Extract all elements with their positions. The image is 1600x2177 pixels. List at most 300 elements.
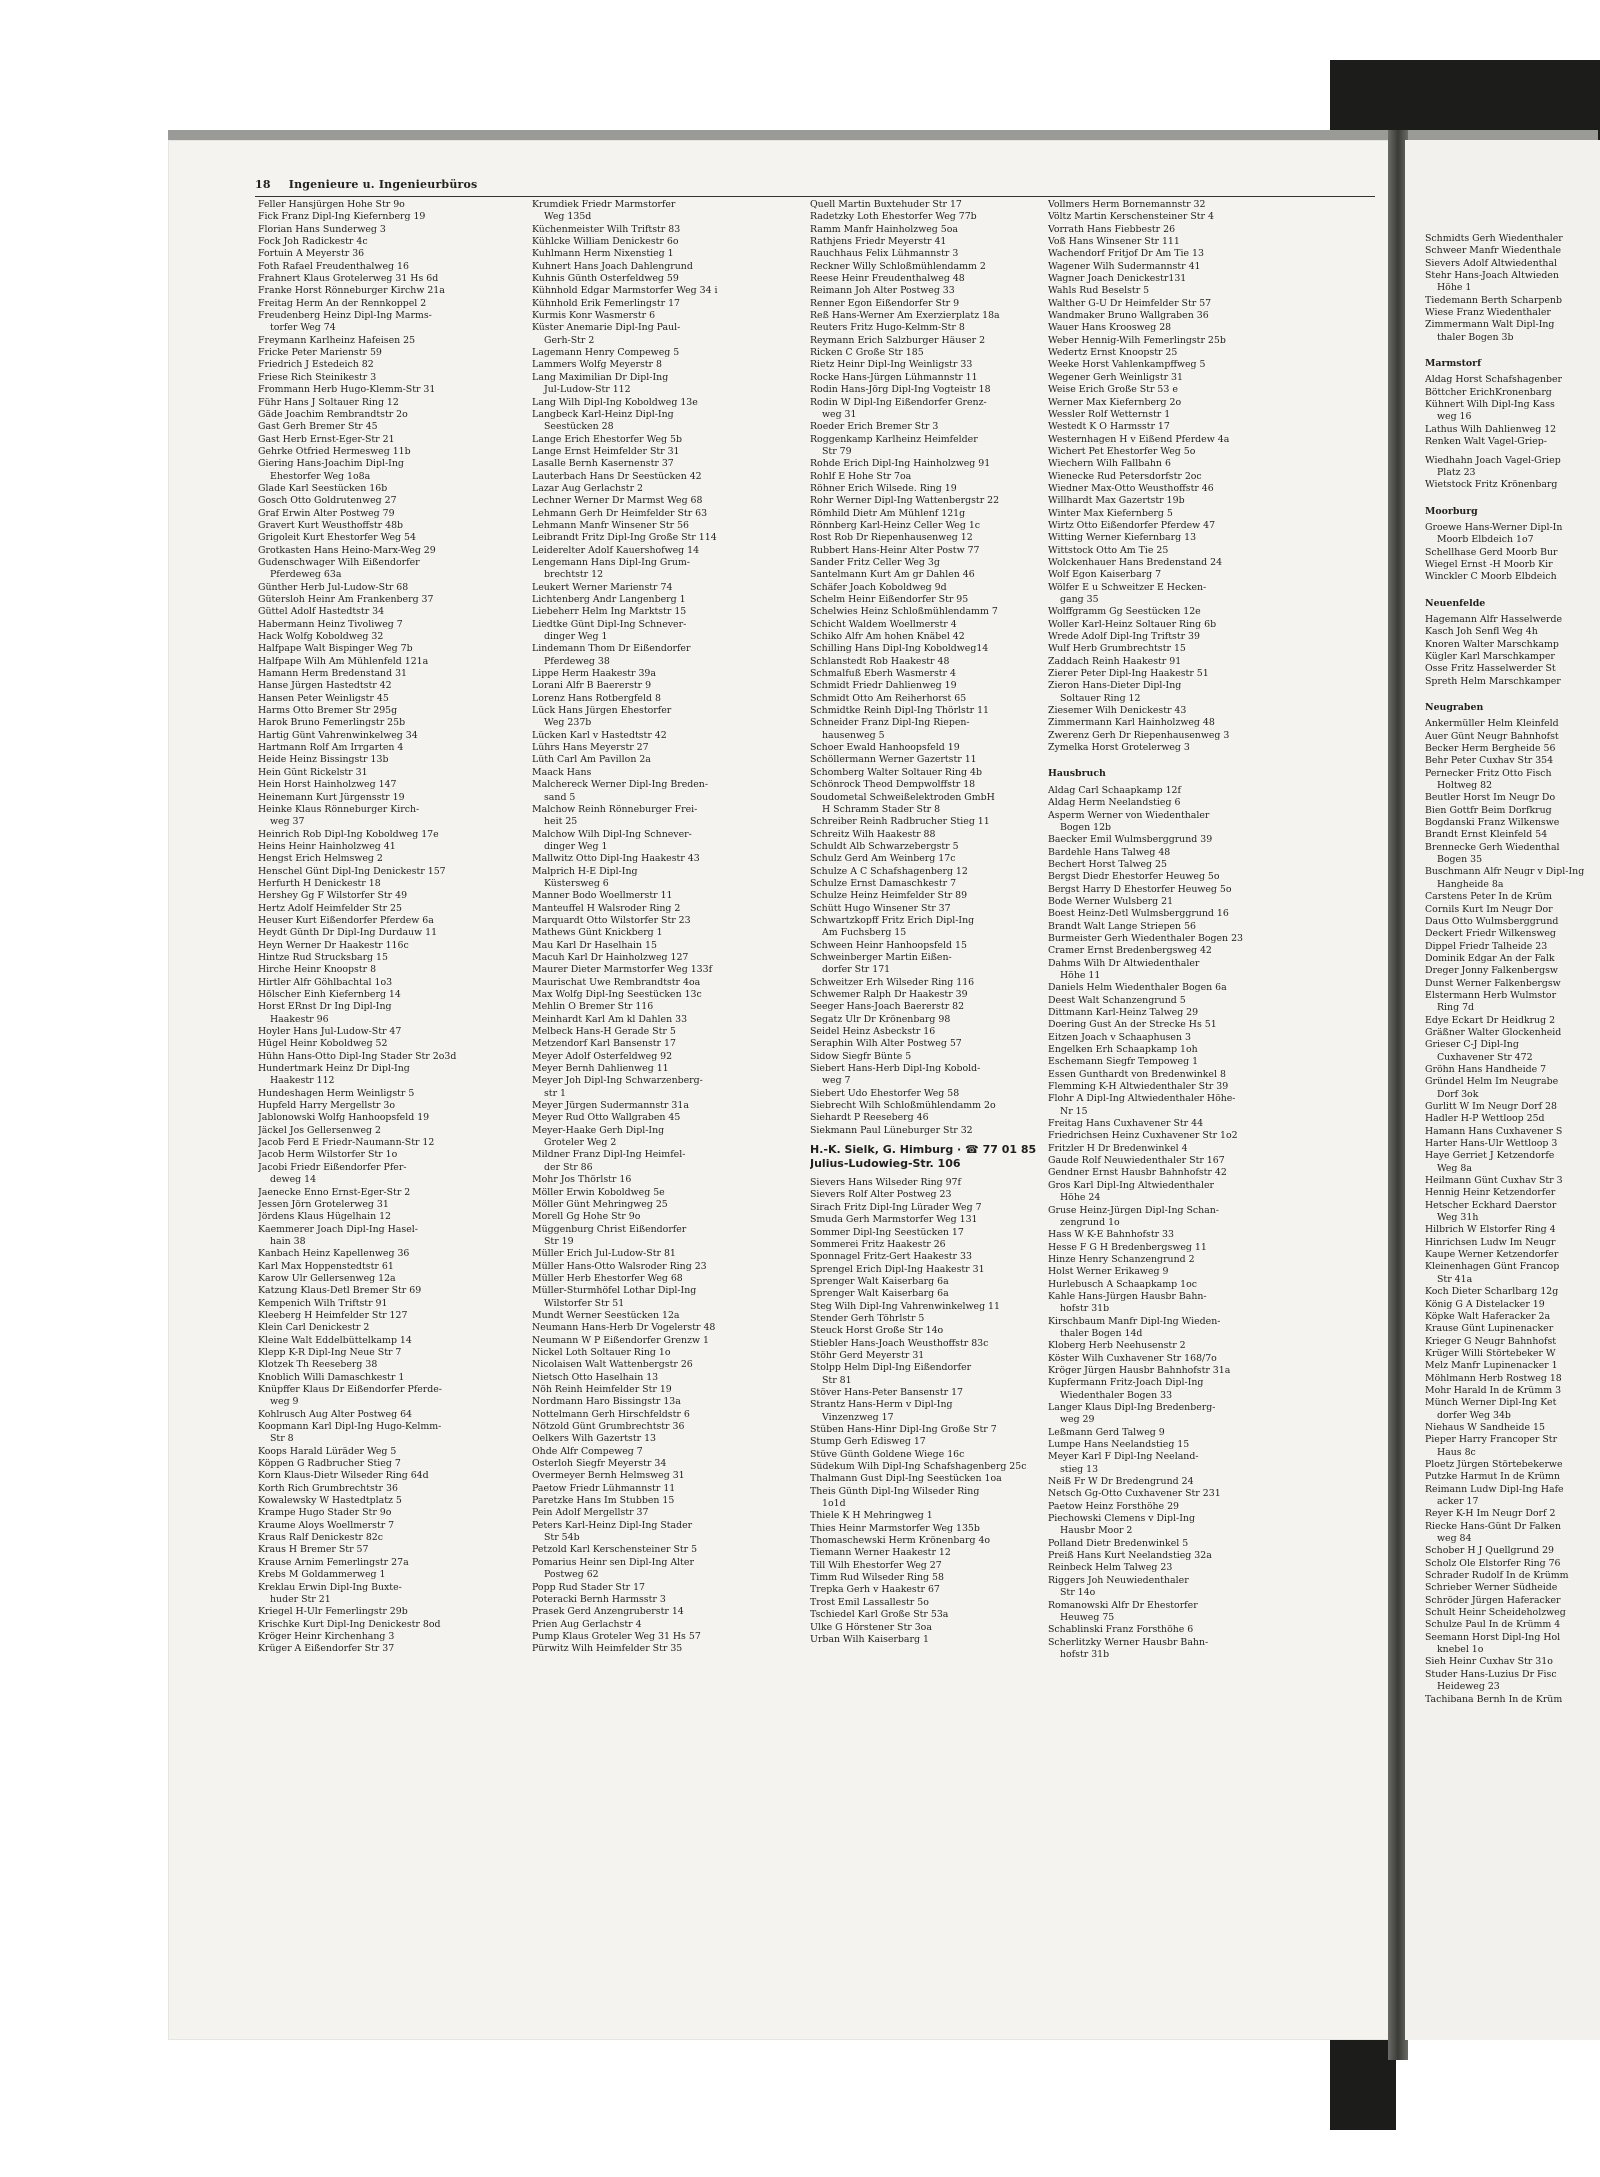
directory-entry: Freudenberg Heinz Dipl-Ing Marms- bbox=[258, 310, 432, 322]
directory-entry: Sprenger Walt Kaiserbarg 6a bbox=[810, 1275, 949, 1287]
directory-entry: Küchenmeister Wilh Triftstr 83 bbox=[532, 223, 681, 235]
directory-entry: Wolf Egon Kaiserbarg 7 bbox=[1048, 569, 1162, 581]
directory-entry: Karow Ulr Gellersenweg 12a bbox=[258, 1272, 396, 1284]
directory-entry: Lüth Carl Am Pavillon 2a bbox=[532, 754, 651, 766]
directory-entry: Stender Gerh Töhrlstr 5 bbox=[810, 1312, 925, 1324]
directory-entry: Wessler Rolf Wetternstr 1 bbox=[1048, 408, 1171, 420]
directory-entry: Aldag Herm Neelandstieg 6 bbox=[1048, 797, 1181, 809]
directory-entry: Weber Hennig-Wilh Femerlingstr 25b bbox=[1048, 334, 1226, 346]
directory-entry: Schulze Paul In de Krümm 4 bbox=[1425, 1619, 1561, 1631]
directory-entry: Koch Dieter Scharlbarg 12g bbox=[1425, 1286, 1559, 1298]
directory-entry: Führ Hans J Soltauer Ring 12 bbox=[258, 396, 399, 408]
directory-entry: Gosch Otto Goldrutenweg 27 bbox=[258, 495, 397, 507]
directory-entry: Seemann Horst Dipl-Ing Hol bbox=[1425, 1631, 1561, 1643]
entry-continuation: Ring 7d bbox=[1437, 1002, 1475, 1014]
directory-entry: Kanbach Heinz Kapellenweg 36 bbox=[258, 1248, 410, 1260]
directory-entry: Bechert Horst Talweg 25 bbox=[1048, 858, 1167, 870]
spacer bbox=[1425, 344, 1600, 350]
entry-continuation: deweg 14 bbox=[270, 1174, 317, 1186]
directory-entry: Müggenburg Christ Eißendorfer bbox=[532, 1223, 687, 1235]
directory-entry: Weeke Horst Vahlenkampffweg 5 bbox=[1048, 359, 1206, 371]
directory-entry: Freymann Karlheinz Hafeisen 25 bbox=[258, 334, 416, 346]
district-heading: Neugraben bbox=[1425, 702, 1484, 713]
directory-entry: Krause Günt Lupinenacker bbox=[1425, 1323, 1554, 1335]
directory-column-2 bbox=[532, 199, 794, 1656]
directory-entry: Renner Egon Eißendorfer Str 9 bbox=[810, 297, 960, 309]
directory-entry: Hinrichsen Ludw Im Neugr bbox=[1425, 1236, 1556, 1248]
directory-entry: Gros Karl Dipl-Ing Altwiedenthaler bbox=[1048, 1179, 1214, 1191]
directory-entry: Freitag Hans Cuxhavener Str 44 bbox=[1048, 1118, 1204, 1130]
directory-entry: Hack Wolfg Koboldweg 32 bbox=[258, 631, 384, 643]
directory-entry: Siekmann Paul Lüneburger Str 32 bbox=[810, 1124, 973, 1136]
directory-entry: Fortuin A Meyerstr 36 bbox=[258, 248, 365, 260]
entry-continuation: Str 41a bbox=[1437, 1273, 1473, 1285]
directory-entry: Krüger A Eißendorfer Str 37 bbox=[258, 1643, 395, 1655]
entry-continuation: Jul-Ludow-Str 112 bbox=[544, 384, 631, 396]
directory-entry: Kühnhold Erik Femerlingstr 17 bbox=[532, 297, 681, 309]
entry-continuation: Pferdeweg 38 bbox=[544, 655, 610, 667]
directory-entry: Kurmis Konr Wasmerstr 6 bbox=[532, 310, 656, 322]
directory-entry: Vollmers Herm Bornemannstr 32 bbox=[1048, 199, 1206, 210]
directory-entry: Rohlf E Hohe Str 7oa bbox=[810, 470, 912, 482]
entry-continuation: Gerh-Str 2 bbox=[544, 334, 595, 346]
directory-entry: Hinze Henry Schanzengrund 2 bbox=[1048, 1253, 1195, 1265]
directory-entry: Hirche Heinr Knoopstr 8 bbox=[258, 964, 377, 976]
directory-entry: Gäde Joachim Rembrandtstr 2o bbox=[258, 408, 408, 420]
directory-entry: Krieger G Neugr Bahnhofst bbox=[1425, 1335, 1557, 1347]
directory-entry: Klein Carl Denickestr 2 bbox=[258, 1322, 370, 1334]
directory-entry: Liedtke Günt Dipl-Ing Schnever- bbox=[532, 618, 687, 630]
directory-entry: Melz Manfr Lupinenacker 1 bbox=[1425, 1360, 1558, 1372]
directory-entry: Nietsch Otto Haselhain 13 bbox=[532, 1371, 659, 1383]
directory-entry: Reymann Erich Salzburger Häuser 2 bbox=[810, 334, 986, 346]
directory-entry: Gudenschwager Wilh Eißendorfer bbox=[258, 556, 420, 568]
directory-entry: Neumann Hans-Herb Dr Vogelerstr 48 bbox=[532, 1322, 716, 1334]
directory-entry: Rathjens Friedr Meyerstr 41 bbox=[810, 236, 947, 248]
directory-entry: Schelwies Heinz Schloßmühlendamm 7 bbox=[810, 606, 998, 618]
directory-entry: Haye Gerriet J Ketzendorfe bbox=[1425, 1150, 1555, 1162]
directory-entry: Wiedner Max-Otto Weusthoffstr 46 bbox=[1048, 482, 1214, 494]
entry-continuation: Haakestr 96 bbox=[270, 1013, 329, 1025]
directory-entry: Wiese Franz Wiedenthaler bbox=[1425, 307, 1551, 319]
directory-entry: Meinhardt Karl Am kl Dahlen 33 bbox=[532, 1013, 688, 1025]
directory-entry: Heinke Klaus Rönneburger Kirch- bbox=[258, 803, 420, 815]
directory-entry: Brandt Walt Lange Striepen 56 bbox=[1048, 920, 1196, 932]
directory-entry: Piechowski Clemens v Dipl-Ing bbox=[1048, 1513, 1195, 1525]
directory-entry: Max Wolfg Dipl-Ing Seestücken 13c bbox=[532, 989, 702, 1000]
directory-entry: Harok Bruno Femerlingstr 25b bbox=[258, 717, 406, 729]
entry-continuation: Holtweg 82 bbox=[1437, 780, 1493, 792]
directory-entry: Heuser Kurt Eißendorfer Pferdew 6a bbox=[258, 914, 434, 926]
directory-entry: Willhardt Max Gazertstr 19b bbox=[1048, 495, 1185, 507]
directory-entry: Ramm Manfr Hainholzweg 5oa bbox=[810, 223, 958, 235]
entry-continuation: zengrund 1o bbox=[1060, 1216, 1120, 1228]
directory-entry: Nöh Reinh Heimfelder Str 19 bbox=[532, 1384, 672, 1395]
directory-entry: Osse Fritz Hasselwerder St bbox=[1425, 663, 1556, 675]
directory-entry: Preiß Hans Kurt Neelandstieg 32a bbox=[1048, 1550, 1212, 1562]
directory-entry: Neumann W P Eißendorfer Grenzw 1 bbox=[532, 1334, 709, 1346]
directory-entry: Beutler Horst Im Neugr Do bbox=[1425, 792, 1556, 804]
directory-entry: Horst ERnst Dr Ing Dipl-Ing bbox=[258, 1001, 392, 1013]
directory-entry: Kempenich Wilh Triftstr 91 bbox=[258, 1297, 388, 1309]
entry-continuation: Heuweg 75 bbox=[1060, 1611, 1115, 1623]
directory-entry: Halfpape Walt Bispinger Weg 7b bbox=[258, 643, 413, 655]
directory-entry: Schreiber Reinh Radbrucher Stieg 11 bbox=[810, 816, 990, 828]
directory-entry: Baecker Emil Wulmsberggrund 39 bbox=[1048, 834, 1213, 846]
directory-entry: Sirach Fritz Dipl-Ing Lürader Weg 7 bbox=[810, 1201, 982, 1213]
directory-entry: Wirtz Otto Eißendorfer Pferdew 47 bbox=[1048, 519, 1216, 531]
directory-entry: Sommerei Fritz Haakestr 26 bbox=[810, 1238, 946, 1250]
directory-entry: Groewe Hans-Werner Dipl-In bbox=[1425, 521, 1563, 533]
directory-entry: Kuhnert Hans Joach Dahlengrund bbox=[532, 260, 693, 272]
directory-entry: Stüve Günth Goldene Wiege 16c bbox=[810, 1448, 965, 1460]
directory-entry: Nottelmann Gerh Hirschfeldstr 6 bbox=[532, 1408, 690, 1420]
directory-entry: Tachibana Bernh In de Krüm bbox=[1425, 1693, 1563, 1705]
directory-entry: Tschiedel Karl Große Str 53a bbox=[810, 1609, 949, 1621]
directory-entry: Deckert Friedr Wilkensweg bbox=[1425, 928, 1556, 940]
entry-continuation: brechtstr 12 bbox=[544, 569, 604, 581]
directory-entry: Daus Otto Wulmsberggrund bbox=[1425, 915, 1559, 927]
directory-entry: Behr Peter Cuxhav Str 354 bbox=[1425, 755, 1554, 767]
entry-continuation: Str 81 bbox=[822, 1374, 852, 1386]
directory-entry: Buschmann Alfr Neugr v Dipl-Ing bbox=[1425, 866, 1585, 878]
directory-entry: Tiedemann Berth Scharpenb bbox=[1425, 294, 1562, 306]
directory-entry: Knoblich Willi Damaschkestr 1 bbox=[258, 1371, 405, 1383]
directory-entry: Reinbeck Helm Talweg 23 bbox=[1048, 1562, 1173, 1574]
directory-entry: Rubbert Hans-Heinr Alter Postw 77 bbox=[810, 544, 980, 556]
entry-continuation: hofstr 31b bbox=[1060, 1303, 1110, 1315]
directory-entry: Hundeshagen Herm Weinligstr 5 bbox=[258, 1087, 415, 1099]
directory-entry: Maurer Dieter Marmstorfer Weg 133f bbox=[532, 964, 713, 976]
directory-entry: Grigoleit Kurt Ehestorfer Weg 54 bbox=[258, 532, 416, 544]
directory-entry: Scherlitzky Werner Hausbr Bahn- bbox=[1048, 1636, 1209, 1648]
directory-entry: Kröger Heinr Kirchenhang 3 bbox=[258, 1630, 395, 1642]
directory-entry: Spreth Helm Marschkamper bbox=[1425, 675, 1561, 687]
directory-entry: Siebert Udo Ehestorfer Weg 58 bbox=[810, 1087, 960, 1099]
directory-entry: Müller Erich Jul-Ludow-Str 81 bbox=[532, 1248, 676, 1260]
directory-entry: Hupfeld Harry Mergellstr 3o bbox=[258, 1100, 396, 1112]
directory-entry: Rönnberg Karl-Heinz Celler Weg 1c bbox=[810, 519, 981, 531]
directory-entry: Kraume Aloys Woellmerstr 7 bbox=[258, 1519, 395, 1531]
directory-entry: Hass W K-E Bahnhofstr 33 bbox=[1048, 1229, 1174, 1241]
directory-entry: Schellhase Gerd Moorb Bur bbox=[1425, 546, 1558, 558]
directory-entry: Dahms Wilh Dr Altwiedenthaler bbox=[1048, 957, 1200, 969]
directory-entry: Paretzke Hans Im Stubben 15 bbox=[532, 1495, 675, 1507]
directory-entry: Glade Karl Seestücken 16b bbox=[258, 482, 388, 494]
directory-entry: Sievers Adolf Altwiedenthal bbox=[1425, 257, 1558, 269]
directory-entry: Hundertmark Heinz Dr Dipl-Ing bbox=[258, 1063, 410, 1075]
entry-continuation: weg 7 bbox=[822, 1075, 851, 1087]
directory-entry: Auer Günt Neugr Bahnhofst bbox=[1425, 730, 1559, 742]
directory-entry: Thies Heinr Marmstorfer Weg 135b bbox=[810, 1522, 980, 1534]
directory-entry: Popp Rud Stader Str 17 bbox=[532, 1581, 646, 1593]
directory-entry: Schweer Manfr Wiedenthale bbox=[1425, 245, 1561, 257]
directory-entry: Korn Klaus-Dietr Wilseder Ring 64d bbox=[258, 1470, 429, 1482]
directory-entry: Heinemann Kurt Jürgensstr 19 bbox=[258, 791, 405, 803]
directory-entry: Bardehle Hans Talweg 48 bbox=[1048, 846, 1171, 858]
directory-entry: Malchow Reinh Rönneburger Frei- bbox=[532, 803, 698, 815]
entry-continuation: torfer Weg 74 bbox=[270, 322, 336, 334]
entry-continuation: weg 9 bbox=[270, 1396, 299, 1408]
entry-continuation: Str 79 bbox=[822, 445, 852, 457]
directory-entry: Kriegel H-Ulr Femerlingstr 29b bbox=[258, 1606, 408, 1618]
entry-continuation: Str 19 bbox=[544, 1235, 574, 1247]
directory-entry: Wolffgramm Gg Seestücken 12e bbox=[1048, 606, 1201, 618]
entry-continuation: Groteler Weg 2 bbox=[544, 1137, 617, 1149]
directory-entry: Wiegel Ernst -H Moorb Kir bbox=[1425, 558, 1553, 570]
directory-entry: Seraphin Wilh Alter Postweg 57 bbox=[810, 1038, 962, 1050]
directory-entry: Carstens Peter In de Krüm bbox=[1425, 891, 1553, 903]
directory-entry: Köpke Walt Haferacker 2a bbox=[1425, 1310, 1551, 1322]
directory-entry: Hertz Adolf Heimfelder Str 25 bbox=[258, 902, 402, 914]
directory-entry: Wietstock Fritz Krönenbarg bbox=[1425, 479, 1558, 491]
directory-entry: Siebert Hans-Herb Dipl-Ing Kobold- bbox=[810, 1063, 981, 1075]
directory-entry: Gendner Ernst Hausbr Bahnhofstr 42 bbox=[1048, 1167, 1227, 1179]
directory-entry: Edye Eckart Dr Heidkrug 2 bbox=[1425, 1014, 1556, 1026]
advert-line: Julius-Ludowieg-Str. 106 bbox=[810, 1157, 961, 1171]
entry-continuation: Höhe 11 bbox=[1060, 969, 1101, 981]
directory-entry: Sommer Dipl-Ing Seestücken 17 bbox=[810, 1226, 964, 1238]
directory-entry: Dreger Jonny Falkenbergsw bbox=[1425, 965, 1558, 977]
directory-entry: Heilmann Günt Cuxhav Str 3 bbox=[1425, 1175, 1563, 1187]
directory-entry: Gravert Kurt Weusthoffstr 48b bbox=[258, 519, 404, 531]
directory-entry: Riggers Joh Neuwiedenthaler bbox=[1048, 1574, 1189, 1586]
directory-entry: Jördens Klaus Hügelhain 12 bbox=[258, 1211, 392, 1223]
directory-entry: Lücken Karl v Hastedtstr 42 bbox=[532, 729, 667, 741]
entry-continuation: Bogen 12b bbox=[1060, 821, 1112, 833]
directory-entry: Florian Hans Sunderweg 3 bbox=[258, 223, 386, 235]
directory-entry: Wolckenhauer Hans Bredenstand 24 bbox=[1048, 556, 1223, 568]
directory-entry: Wiedhahn Joach Vagel-Griep bbox=[1425, 454, 1561, 466]
district-heading: Hausbruch bbox=[1048, 768, 1106, 780]
directory-entry: Kreklau Erwin Dipl-Ing Buxte- bbox=[258, 1581, 402, 1593]
directory-entry: Krischke Kurt Dipl-Ing Denickestr 8od bbox=[258, 1618, 441, 1630]
directory-entry: Mallwitz Otto Dipl-Ing Haakestr 43 bbox=[532, 853, 700, 865]
running-header bbox=[255, 178, 1375, 197]
entry-continuation: Dorf 3ok bbox=[1437, 1088, 1479, 1100]
directory-entry: Reckner Willy Schloßmühlendamm 2 bbox=[810, 260, 986, 272]
directory-entry: Gast Herb Ernst-Eger-Str 21 bbox=[258, 433, 395, 445]
directory-entry: Neiß Fr W Dr Bredengrund 24 bbox=[1048, 1476, 1194, 1488]
directory-entry: Langer Klaus Dipl-Ing Bredenberg- bbox=[1048, 1402, 1216, 1413]
directory-entry: Petzold Karl Kerschensteiner Str 5 bbox=[532, 1544, 698, 1556]
directory-entry: Eschemann Siegfr Tempoweg 1 bbox=[1048, 1056, 1199, 1068]
directory-entry: Jacob Ferd E Friedr-Naumann-Str 12 bbox=[258, 1137, 435, 1149]
entry-continuation: dinger Weg 1 bbox=[544, 840, 608, 852]
directory-entry: Ohde Alfr Compeweg 7 bbox=[532, 1445, 643, 1457]
directory-entry: Sievers Rolf Alter Postweg 23 bbox=[810, 1189, 952, 1201]
directory-entry: Pieper Harry Francoper Str bbox=[1425, 1434, 1558, 1446]
directory-entry: Winckler C Moorb Elbdeich bbox=[1425, 571, 1557, 583]
directory-entry: Lang Maximilian Dr Dipl-Ing bbox=[532, 371, 669, 383]
directory-entry: Wiechern Wilh Fallbahn 6 bbox=[1048, 458, 1171, 470]
directory-entry: Theis Günth Dipl-Ing Wilseder Ring bbox=[810, 1485, 980, 1497]
directory-entry: Boest Heinz-Detl Wulmsberggrund 16 bbox=[1048, 908, 1229, 920]
directory-entry: Thomaschewski Herm Krönenbarg 4o bbox=[810, 1535, 991, 1547]
entry-continuation: weg 29 bbox=[1060, 1414, 1095, 1426]
directory-entry: Schmidts Gerh Wiedenthaler bbox=[1425, 233, 1563, 244]
entry-continuation: Str 8 bbox=[270, 1433, 294, 1445]
directory-entry: Wahls Rud Beselstr 5 bbox=[1048, 285, 1150, 297]
directory-entry: Schöllermann Werner Gazertstr 11 bbox=[810, 754, 977, 766]
directory-entry: Hesse F G H Bredenbergsweg 11 bbox=[1048, 1241, 1207, 1253]
directory-entry: Manner Bodo Woellmerstr 11 bbox=[532, 890, 673, 902]
directory-entry: Foth Rafael Freudenthalweg 16 bbox=[258, 260, 409, 272]
entry-continuation: huder Str 21 bbox=[270, 1593, 331, 1605]
directory-entry: Hein Horst Hainholzweg 147 bbox=[258, 779, 397, 791]
directory-entry: Weise Erich Große Str 53 e bbox=[1048, 384, 1178, 396]
directory-entry: Jaenecke Enno Ernst-Eger-Str 2 bbox=[258, 1186, 411, 1198]
directory-entry: Hansen Peter Weinligstr 45 bbox=[258, 692, 389, 704]
directory-entry: Walther G-U Dr Heimfelder Str 57 bbox=[1048, 297, 1212, 309]
directory-entry: Hoyler Hans Jul-Ludow-Str 47 bbox=[258, 1026, 402, 1038]
directory-entry: Scholz Ole Elstorfer Ring 76 bbox=[1425, 1557, 1561, 1569]
directory-entry: Seeger Hans-Joach Baererstr 82 bbox=[810, 1001, 965, 1013]
directory-column-3 bbox=[810, 199, 1072, 1646]
directory-entry: Mildner Franz Dipl-Ing Heimfel- bbox=[532, 1149, 686, 1161]
entry-continuation: Str 14o bbox=[1060, 1587, 1096, 1599]
directory-entry: Riecke Hans-Günt Dr Falken bbox=[1425, 1520, 1561, 1532]
directory-entry: Renken Walt Vagel-Griep- bbox=[1425, 436, 1547, 448]
directory-entry: Heyn Werner Dr Haakestr 116c bbox=[258, 939, 409, 951]
entry-continuation: hain 38 bbox=[270, 1235, 306, 1247]
directory-entry: Lindemann Thom Dr Eißendorfer bbox=[532, 643, 691, 655]
directory-entry: Kloberg Herb Neehusenstr 2 bbox=[1048, 1340, 1186, 1352]
directory-entry: Fock Joh Radickestr 4c bbox=[258, 236, 368, 248]
directory-entry: Elstermann Herb Wulmstor bbox=[1425, 989, 1557, 1001]
directory-entry: Gehrke Otfried Hermesweg 11b bbox=[258, 445, 411, 457]
directory-entry: Schreitz Wilh Haakestr 88 bbox=[810, 828, 936, 840]
directory-entry: Lathus Wilh Dahlienweg 12 bbox=[1425, 423, 1557, 435]
directory-entry: Lumpe Hans Neelandstieg 15 bbox=[1048, 1439, 1190, 1451]
directory-entry: Asperm Werner von Wiedenthaler bbox=[1048, 809, 1210, 821]
directory-entry: Günther Herb Jul-Ludow-Str 68 bbox=[258, 581, 409, 593]
directory-entry: Witting Werner Kiefernbarg 13 bbox=[1048, 532, 1197, 544]
directory-entry: Bogdanski Franz Wilkenswe bbox=[1425, 817, 1560, 829]
directory-entry: Schicht Waldem Woellmerstr 4 bbox=[810, 618, 957, 630]
directory-entry: Möller Günt Mehringweg 25 bbox=[532, 1198, 668, 1210]
directory-entry: Frommann Herb Hugo-Klemm-Str 31 bbox=[258, 384, 436, 396]
directory-entry: Schuldt Alb Schwarzebergstr 5 bbox=[810, 840, 959, 852]
directory-entry: Gründel Helm Im Neugrabe bbox=[1425, 1076, 1559, 1088]
directory-entry: Romanowski Alfr Dr Ehestorfer bbox=[1048, 1599, 1198, 1611]
directory-entry: Burmeister Gerh Wiedenthaler Bogen 23 bbox=[1048, 932, 1244, 944]
entry-continuation: weg 31 bbox=[822, 408, 857, 420]
entry-continuation: Nr 15 bbox=[1060, 1105, 1088, 1117]
directory-entry: Hershey Gg F Wilstorfer Str 49 bbox=[258, 890, 408, 902]
directory-entry: Hügel Heinr Koboldweg 52 bbox=[258, 1038, 388, 1050]
directory-entry: Stüben Hans-Hinr Dipl-Ing Große Str 7 bbox=[810, 1424, 997, 1435]
directory-entry: Lehmann Gerh Dr Heimfelder Str 63 bbox=[532, 507, 708, 519]
entry-continuation: der Str 86 bbox=[544, 1161, 593, 1173]
entry-continuation: Wilstorfer Str 51 bbox=[544, 1297, 625, 1309]
directory-entry: Steuck Horst Große Str 14o bbox=[810, 1325, 944, 1337]
entry-continuation: Weg 237b bbox=[544, 717, 592, 729]
directory-entry: Heydt Günth Dr Dipl-Ing Durdauw 11 bbox=[258, 927, 438, 939]
entry-continuation: stieg 13 bbox=[1060, 1463, 1099, 1475]
directory-entry: Hartmann Rolf Am Irrgarten 4 bbox=[258, 742, 404, 754]
directory-entry: Lange Ernst Heimfelder Str 31 bbox=[532, 445, 680, 457]
directory-entry: Graf Erwin Alter Postweg 79 bbox=[258, 507, 395, 519]
directory-entry: Kupfermann Fritz-Joach Dipl-Ing bbox=[1048, 1377, 1204, 1389]
directory-entry: Netsch Gg-Otto Cuxhavener Str 231 bbox=[1048, 1488, 1221, 1500]
directory-entry: Mohr Harald In de Krümm 3 bbox=[1425, 1384, 1562, 1396]
directory-entry: Krebs M Goldammerweg 1 bbox=[258, 1569, 386, 1581]
directory-entry: Mundt Werner Seestücken 12a bbox=[532, 1309, 680, 1321]
directory-entry: Kuhnis Günth Osterfeldweg 59 bbox=[532, 273, 679, 285]
directory-entry: Hirtler Alfr Göhlbachtal 1o3 bbox=[258, 976, 393, 988]
directory-entry: Franke Horst Rönneburger Kirchw 21a bbox=[258, 285, 445, 297]
entry-continuation: Haakestr 112 bbox=[270, 1075, 335, 1087]
directory-entry: Essen Gunthardt von Bredenwinkel 8 bbox=[1048, 1068, 1226, 1080]
directory-entry: Sidow Siegfr Bünte 5 bbox=[810, 1050, 912, 1062]
directory-entry: Mathews Günt Knickberg 1 bbox=[532, 927, 663, 939]
directory-entry: Maurischat Uwe Rembrandtstr 4oa bbox=[532, 976, 701, 988]
directory-entry: Ulke G Hörstener Str 3oa bbox=[810, 1621, 932, 1633]
directory-entry: Peters Karl-Heinz Dipl-Ing Stader bbox=[532, 1519, 693, 1531]
directory-entry: Friedrichsen Heinz Cuxhavener Str 1o2 bbox=[1048, 1130, 1238, 1142]
directory-entry: Schablinski Franz Forsthöhe 6 bbox=[1048, 1624, 1194, 1636]
directory-entry: Schelm Heinr Eißendorfer Str 95 bbox=[810, 594, 969, 605]
spacer bbox=[1425, 492, 1600, 498]
directory-entry: Stiebler Hans-Joach Weusthoffstr 83c bbox=[810, 1337, 989, 1349]
directory-entry: Leiderelter Adolf Kauershofweg 14 bbox=[532, 544, 700, 556]
directory-entry: Cramer Ernst Bredenbergsweg 42 bbox=[1048, 945, 1212, 957]
directory-entry: Hadler H-P Wettloop 25d bbox=[1425, 1113, 1545, 1125]
directory-entry: Lorenz Hans Rotbergfeld 8 bbox=[532, 692, 661, 704]
directory-entry: Engelken Erh Schaapkamp 1oh bbox=[1048, 1044, 1198, 1056]
directory-entry: Heinrich Rob Dipl-Ing Koboldweg 17e bbox=[258, 828, 439, 840]
directory-entry: Koops Harald Lüräder Weg 5 bbox=[258, 1445, 397, 1457]
directory-entry: Kügler Karl Marschkamper bbox=[1425, 650, 1555, 662]
directory-entry: Pernecker Fritz Otto Fisch bbox=[1425, 767, 1552, 779]
directory-entry: Lange Erich Ehestorfer Weg 5b bbox=[532, 433, 682, 445]
directory-entry: Malprich H-E Dipl-Ing bbox=[532, 865, 638, 877]
directory-entry: Jäckel Jos Gellersenweg 2 bbox=[258, 1124, 381, 1136]
directory-entry: Niehaus W Sandheide 15 bbox=[1425, 1421, 1545, 1433]
directory-entry: Krause Arnim Femerlingstr 27a bbox=[258, 1556, 409, 1568]
directory-entry: Münch Werner Dipl-Ing Ket bbox=[1425, 1397, 1557, 1409]
directory-entry: Wulf Herb Grumbrechtstr 15 bbox=[1048, 643, 1186, 655]
directory-entry: Meyer Adolf Osterfeldweg 92 bbox=[532, 1050, 673, 1062]
directory-entry: Thalmann Gust Dipl-Ing Seestücken 1oa bbox=[810, 1473, 1002, 1485]
directory-entry: Mohr Jos Thörlstr 16 bbox=[532, 1174, 632, 1186]
directory-entry: Knoren Walter Marschkamp bbox=[1425, 638, 1559, 650]
entry-continuation: H Schramm Stader Str 8 bbox=[822, 803, 941, 815]
directory-entry: Krüger Willi Störtebeker W bbox=[1425, 1347, 1556, 1359]
directory-entry: Lippe Herm Haakestr 39a bbox=[532, 668, 656, 680]
entry-continuation: Cuxhavener Str 472 bbox=[1437, 1051, 1533, 1063]
directory-entry: Wölfer E u Schweitzer E Hecken- bbox=[1048, 581, 1207, 593]
directory-entry: Lichtenberg Andr Langenberg 1 bbox=[532, 594, 686, 605]
entry-continuation: heit 25 bbox=[544, 816, 578, 828]
directory-entry: Rietz Heinr Dipl-Ing Weinligstr 33 bbox=[810, 359, 973, 371]
directory-entry: Ricken C Große Str 185 bbox=[810, 347, 924, 359]
directory-entry: Böttcher ErichKronenbarg bbox=[1425, 386, 1552, 398]
directory-entry: Schlanstedt Rob Haakestr 48 bbox=[810, 655, 950, 667]
directory-entry: Seidel Heinz Asbeckstr 16 bbox=[810, 1026, 936, 1038]
directory-entry: Deest Walt Schanzengrund 5 bbox=[1048, 994, 1186, 1006]
directory-entry: Westernhagen H v Eißend Pferdew 4a bbox=[1048, 433, 1230, 445]
directory-entry: Kowalewsky W Hastedtplatz 5 bbox=[258, 1495, 402, 1507]
directory-entry: Kühnert Wilh Dipl-Ing Kass bbox=[1425, 399, 1555, 411]
directory-entry: Möhlmann Herb Rostweg 18 bbox=[1425, 1372, 1562, 1384]
directory-entry: Karl Max Hoppenstedtstr 61 bbox=[258, 1260, 394, 1272]
directory-entry: Ziesemer Wilh Denickestr 43 bbox=[1048, 705, 1187, 717]
entry-continuation: gang 35 bbox=[1060, 594, 1099, 605]
directory-entry: Lengemann Hans Dipl-Ing Grum- bbox=[532, 556, 690, 568]
directory-entry: Strantz Hans-Herm v Dipl-Ing bbox=[810, 1399, 953, 1411]
